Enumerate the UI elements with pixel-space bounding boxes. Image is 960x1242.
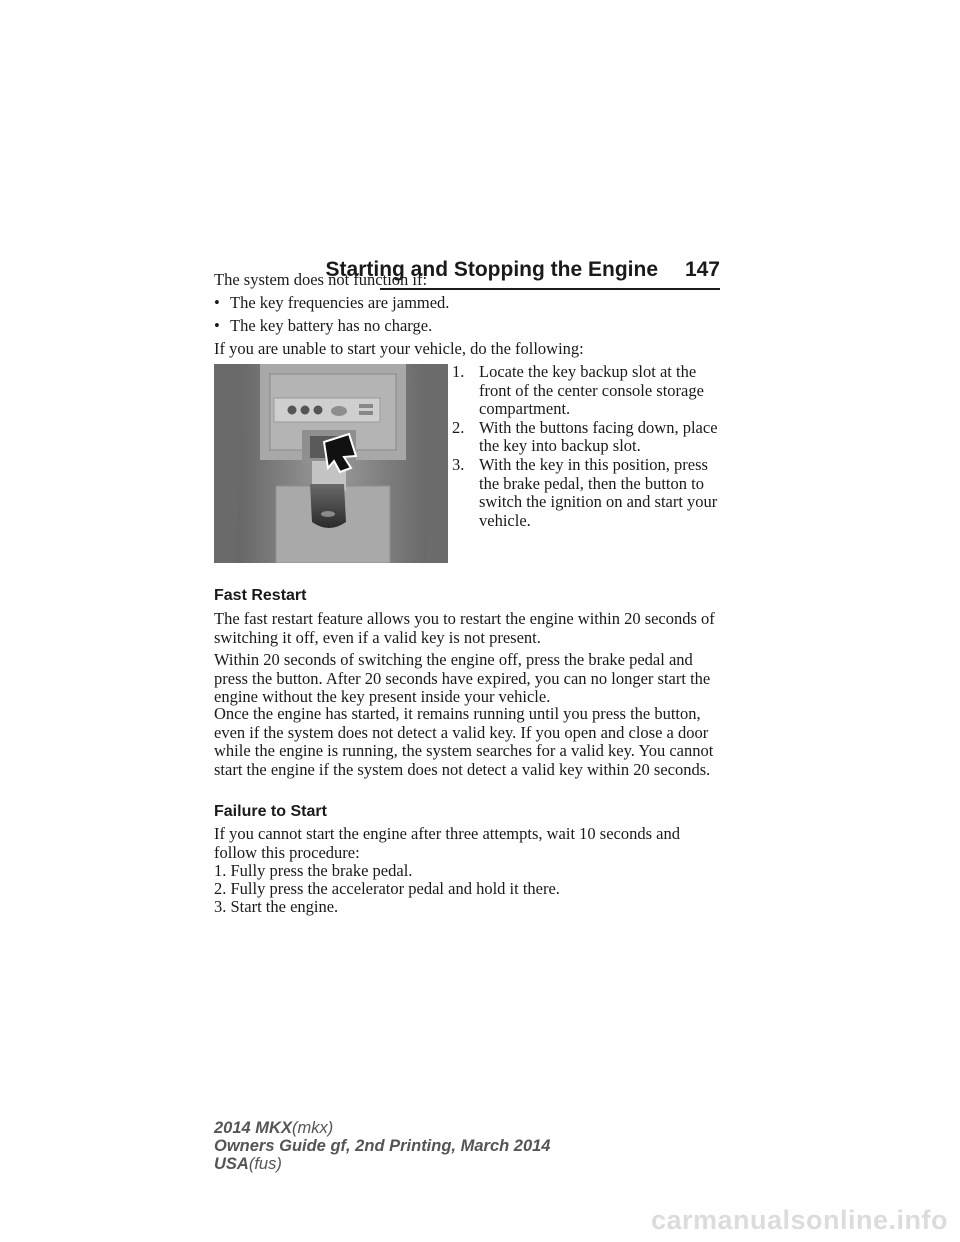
intro-text: The system does not function if:	[214, 270, 428, 289]
failure-step: 1. Fully press the brake pedal.	[214, 861, 413, 880]
failure-to-start-heading: Failure to Start	[214, 803, 327, 820]
bullet-icon: •	[214, 293, 220, 312]
failure-intro: If you cannot start the engine after three attempts, wait 10 seconds and follow this procedure:	[214, 824, 680, 862]
failure-step: 2. Fully press the accelerator pedal and hold it there.	[214, 879, 560, 898]
console-key-slot-figure	[214, 364, 448, 563]
fast-restart-paragraph-3: Once the engine has started, it remains running until you press the button, even if the system does not detect a valid key. If you open and close a door while the engine is running, the system searches for a valid key. You cannot start the engine if the system does not detect a valid key within 20 seconds.	[214, 704, 714, 779]
console-illustration	[214, 364, 448, 563]
footer-model-code: (mkx)	[291, 1119, 334, 1137]
fast-restart-heading: Fast Restart	[214, 587, 307, 604]
page-number: 147	[684, 258, 720, 281]
section-title: Starting and Stopping the Engine	[325, 258, 658, 281]
bullet-icon: •	[214, 316, 220, 335]
footer-guide: Owners Guide gf, 2nd Printing, March 2014	[214, 1137, 551, 1155]
watermark: carmanualsonline.info	[650, 1205, 948, 1235]
page-footer	[214, 1119, 551, 1173]
footer-model: 2014 MKX	[214, 1119, 292, 1137]
step-item: 2. With the buttons facing down, place the key into backup slot.	[452, 417, 718, 456]
step-item: 3. With the key in this position, press the brake pedal, then the button to switch the ignition on and start your vehicle.	[452, 454, 718, 530]
step-item: 1. Locate the key backup slot at the front of the center console storage compartment.	[452, 362, 704, 419]
fast-restart-paragraph-2: Within 20 seconds of switching the engine off, press the brake pedal and press the button. After 20 seconds have expired, you can no longer start the engine without the key present inside your vehicle.	[214, 650, 711, 707]
footer-region-code: (fus)	[248, 1155, 282, 1173]
bullet-item: • The key battery has no charge.	[214, 316, 433, 335]
unable-text: If you are unable to start your vehicle, do the following:	[214, 339, 584, 358]
bullet-item: • The key frequencies are jammed.	[214, 293, 450, 312]
failure-step: 3. Start the engine.	[214, 897, 339, 916]
footer-region: USA	[214, 1155, 249, 1173]
fast-restart-paragraph-1: The fast restart feature allows you to restart the engine within 20 seconds of switching it off, even if a valid key is not present.	[214, 609, 715, 647]
backup-steps	[452, 363, 727, 530]
